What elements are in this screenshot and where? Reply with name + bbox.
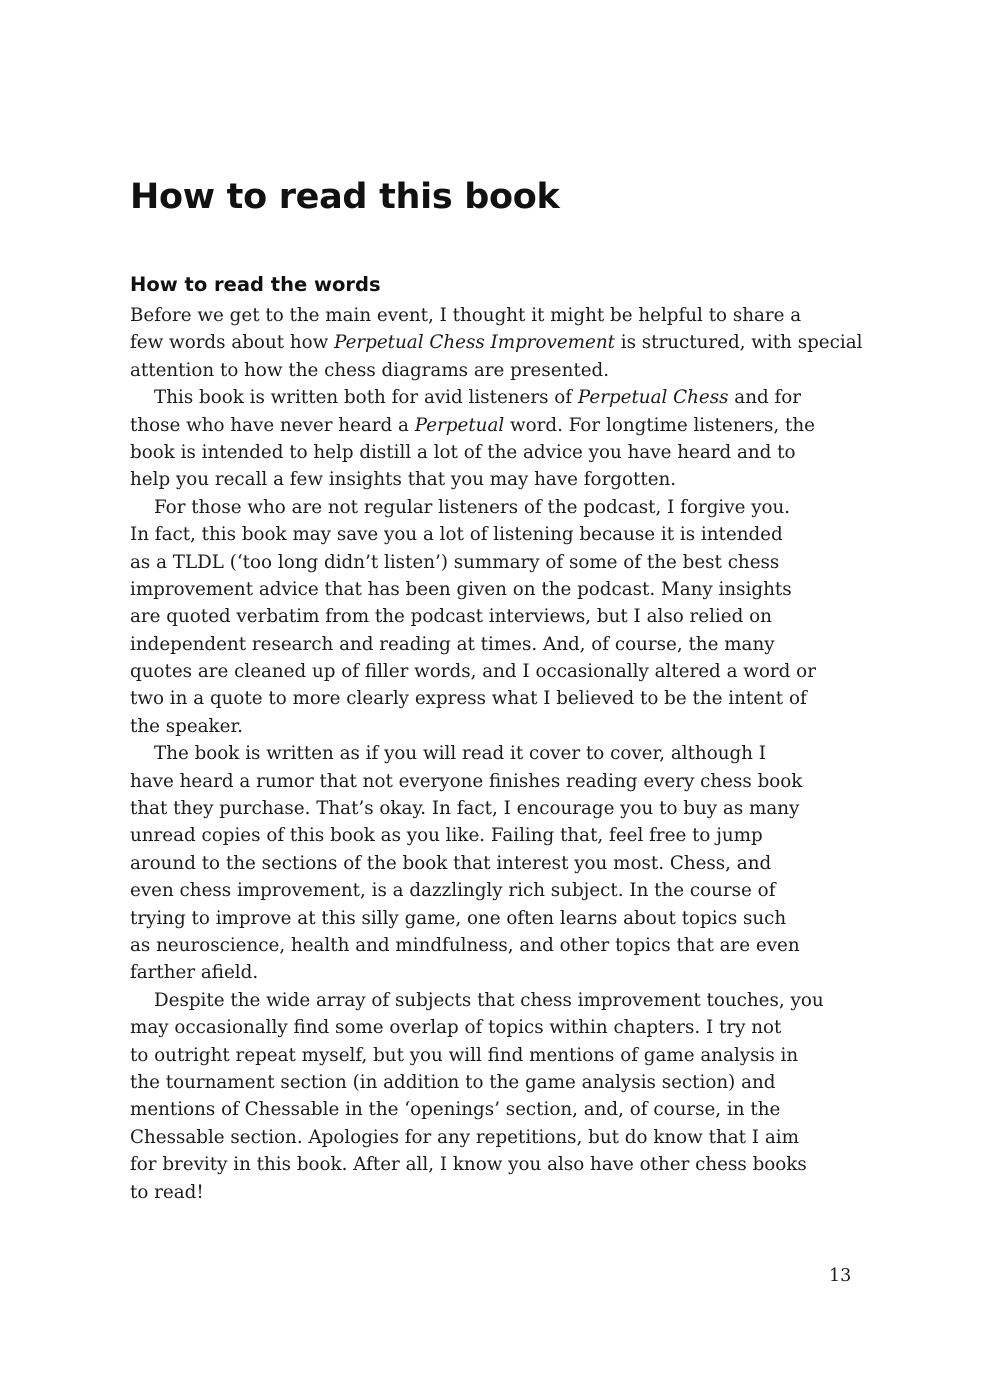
chapter-title: How to read this book bbox=[130, 177, 560, 217]
text-segment: two in a quote to more clearly express what I believed to be the intent of bbox=[130, 688, 807, 710]
text-line bbox=[130, 822, 890, 849]
text-line bbox=[130, 768, 890, 795]
text-line bbox=[130, 1069, 890, 1096]
text-segment: as neuroscience, health and mindfulness, and other topics that are even bbox=[130, 934, 800, 956]
text-line bbox=[130, 576, 890, 603]
italic-title: Perpetual bbox=[414, 414, 505, 436]
text-segment: word. For longtime listeners, the bbox=[504, 414, 815, 436]
body-text bbox=[130, 302, 890, 1206]
text-line bbox=[130, 987, 890, 1014]
text-segment: is structured, with special bbox=[614, 332, 863, 354]
text-segment: those who have never heard a bbox=[130, 414, 415, 436]
text-line bbox=[130, 877, 890, 904]
text-line bbox=[130, 713, 890, 740]
text-line bbox=[130, 603, 890, 630]
text-line bbox=[130, 740, 890, 767]
text-segment: the tournament section (in addition to the game analysis section) and bbox=[130, 1071, 776, 1093]
text-segment: help you recall a few insights that you may have forgotten. bbox=[130, 469, 677, 491]
page-number: 13 bbox=[829, 1266, 852, 1286]
text-segment: Before we get to the main event, I thought it might be helpful to share a bbox=[130, 305, 802, 326]
text-line bbox=[130, 658, 890, 685]
text-line bbox=[130, 1014, 890, 1041]
text-line bbox=[130, 329, 890, 356]
text-line bbox=[130, 384, 890, 411]
italic-title: Perpetual Chess Improvement bbox=[334, 332, 615, 354]
text-line bbox=[130, 357, 890, 384]
text-line bbox=[130, 412, 890, 439]
text-line bbox=[130, 850, 890, 877]
text-line bbox=[130, 521, 890, 548]
text-line bbox=[130, 1124, 890, 1151]
text-line bbox=[130, 466, 890, 493]
text-segment: few words about how bbox=[130, 332, 335, 354]
text-segment: mentions of Chessable in the ‘openings’ section, and, of course, in the bbox=[130, 1099, 781, 1121]
text-segment: independent research and reading at times. And, of course, the many bbox=[130, 633, 775, 655]
text-segment: to outright repeat myself, but you will find mentions of game analysis in bbox=[130, 1044, 799, 1066]
text-segment: may occasionally find some overlap of topics within chapters. I try not bbox=[130, 1017, 782, 1039]
text-segment: For those who are not regular listeners of the podcast, I forgive you. bbox=[154, 496, 791, 518]
text-segment: trying to improve at this silly game, one often learns about topics such bbox=[130, 907, 787, 929]
text-line bbox=[130, 905, 890, 932]
text-segment: unread copies of this book as you like. Failing that, feel free to jump bbox=[130, 825, 763, 847]
text-segment: attention to how the chess diagrams are presented. bbox=[130, 359, 610, 381]
text-line bbox=[130, 1179, 890, 1206]
section-heading: How to read the words bbox=[130, 273, 381, 296]
text-line bbox=[130, 795, 890, 822]
text-line bbox=[130, 1042, 890, 1069]
text-segment: have heard a rumor that not everyone finishes reading every chess book bbox=[130, 770, 803, 792]
text-line bbox=[130, 1096, 890, 1123]
text-line bbox=[130, 302, 890, 329]
text-segment: to read! bbox=[130, 1181, 204, 1203]
text-segment: for brevity in this book. After all, I know you also have other chess books bbox=[130, 1154, 807, 1176]
text-segment: Despite the wide array of subjects that chess improvement touches, you bbox=[154, 989, 824, 1011]
text-segment: that they purchase. That’s okay. In fact, I encourage you to buy as many bbox=[130, 798, 800, 820]
text-segment: In fact, this book may save you a lot of listening because it is intended bbox=[130, 524, 783, 546]
text-segment: quotes are cleaned up of filler words, and I occasionally altered a word or bbox=[130, 661, 816, 683]
text-segment: the speaker. bbox=[130, 715, 243, 737]
text-segment: as a TLDL (‘too long didn’t listen’) summary of some of the best chess bbox=[130, 551, 780, 573]
text-segment: book is intended to help distill a lot of the advice you have heard and to bbox=[130, 441, 796, 463]
italic-title: Perpetual Chess bbox=[577, 387, 729, 409]
text-segment: even chess improvement, is a dazzlingly rich subject. In the course of bbox=[130, 880, 776, 902]
text-segment: This book is written both for avid listeners of bbox=[154, 387, 578, 409]
text-segment: around to the sections of the book that interest you most. Chess, and bbox=[130, 852, 772, 874]
text-line bbox=[130, 685, 890, 712]
text-segment: The book is written as if you will read it cover to cover, although I bbox=[154, 743, 766, 765]
text-line bbox=[130, 549, 890, 576]
text-line bbox=[130, 631, 890, 658]
text-line bbox=[130, 439, 890, 466]
text-segment: are quoted verbatim from the podcast interviews, but I also relied on bbox=[130, 606, 772, 628]
text-line bbox=[130, 494, 890, 521]
text-segment: and for bbox=[728, 387, 801, 409]
text-line bbox=[130, 932, 890, 959]
text-segment: farther afield. bbox=[130, 962, 259, 984]
text-segment: Chessable section. Apologies for any repetitions, but do know that I aim bbox=[130, 1126, 799, 1148]
text-segment: improvement advice that has been given on the podcast. Many insights bbox=[130, 578, 792, 600]
text-line bbox=[130, 1151, 890, 1178]
text-line bbox=[130, 959, 890, 986]
